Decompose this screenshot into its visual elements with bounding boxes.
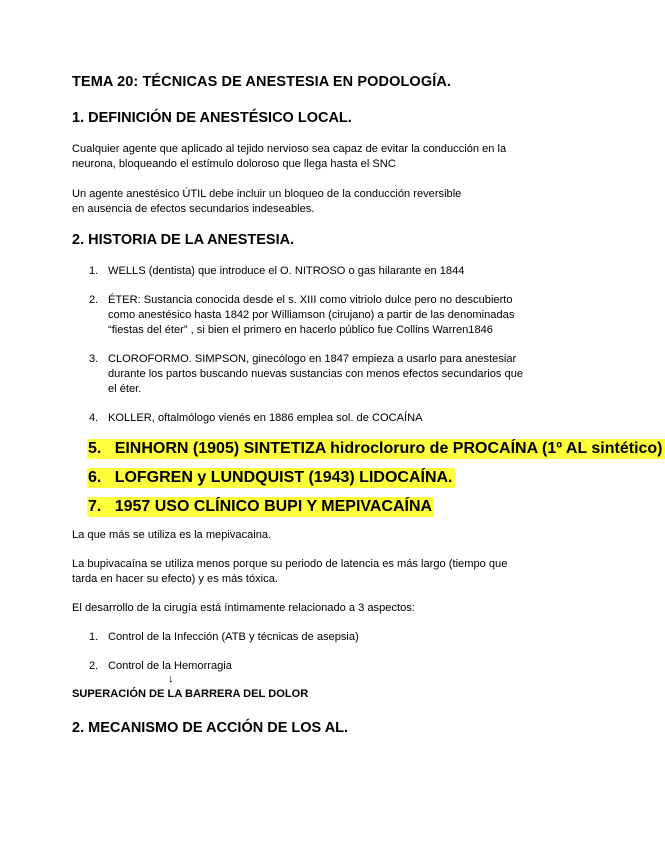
highlight-lofgren [87,468,455,488]
list-number: 3. [89,353,99,365]
list-number: 2. [89,294,99,306]
list-item-text: EINHORN (1905) SINTETIZA hidrocloruro de PROCAÍNA (1º AL sintético) [114,440,663,457]
document-title: TEMA 20: TÉCNICAS DE ANESTESIA EN PODOLOGÍA. [72,74,452,90]
list-number: 4. [89,412,99,424]
paragraph-definicion-line2: neurona, bloqueando el estímulo doloroso que llega hasta el SNC [72,158,396,170]
list-number: 5. [88,440,102,457]
paragraph-definicion-line1: Cualquier agente que aplicado al tejido nervioso sea capaz de evitar la conducción en la [72,143,507,155]
list-number: 1. [89,265,99,277]
list-item-text: durante los partos buscando nuevas sustancias con menos efectos secundarios que [108,368,524,380]
section-heading-historia: 2. HISTORIA DE LA ANESTESIA. [72,232,295,248]
list-item-text: WELLS (dentista) que introduce el O. NITROSO o gas hilarante en 1844 [108,265,465,277]
paragraph-cirugia: El desarrollo de la cirugía está íntimamente relacionado a 3 aspectos: [72,602,415,614]
paragraph-bupivacaina-line2: tarda en hacer su efecto) y es más tóxica. [72,573,278,585]
list-item-text: Control de la Infección (ATB y técnicas de asepsia) [108,631,359,643]
section-heading-definicion: 1. DEFINICIÓN DE ANESTÉSICO LOCAL. [72,110,352,126]
list-item-text: el éter. [108,383,142,395]
list-number: 6. [88,469,102,486]
list-item-text: KOLLER, oftalmólogo vienés en 1886 emplea sol. de COCAÍNA [108,412,423,424]
highlight-einhorn [87,439,665,459]
list-number: 1. [89,631,99,643]
superacion-barrera-dolor: SUPERACIÓN DE LA BARRERA DEL DOLOR [72,688,309,700]
list-number: 2. [89,660,99,672]
list-item-text: CLOROFORMO. SIMPSON, ginecólogo en 1847 empieza a usarlo para anestesiar [108,353,517,365]
section-heading-mecanismo: 2. MECANISMO DE ACCIÓN DE LOS AL. [72,720,349,736]
list-item-text: 1957 USO CLÍNICO BUPI Y MEPIVACAÍNA [114,498,433,515]
paragraph-mepivacaina: La que más se utiliza es la mepivacaina. [72,529,272,541]
list-item-text: LOFGREN y LUNDQUIST (1943) LIDOCAÍNA. [114,469,453,486]
paragraph-util-line1: Un agente anestésico ÚTIL debe incluir un bloqueo de la conducción reversible [72,188,462,200]
down-arrow-icon: ↓ [168,673,174,685]
list-item-text: “fiestas del éter” , si bien el primero en hacerlo público fue Collins Warren1846 [108,324,493,336]
list-number: 7. [88,498,102,515]
paragraph-util-line2: en ausencia de efectos secundarios indeseables. [72,203,315,215]
paragraph-bupivacaina-line1: La bupivacaína se utiliza menos porque su periodo de latencia es más largo (tiempo que [72,558,508,570]
list-item-text: como anestésico hasta 1842 por Williamson (cirujano) a partir de las denominadas [108,309,515,321]
list-item-text: Control de la Hemorragia [108,660,232,672]
list-item-text: ÉTER: Sustancia conocida desde el s. XIII como vitriolo dulce pero no descubierto [108,294,513,306]
highlight-bupi-mepi [87,497,434,517]
